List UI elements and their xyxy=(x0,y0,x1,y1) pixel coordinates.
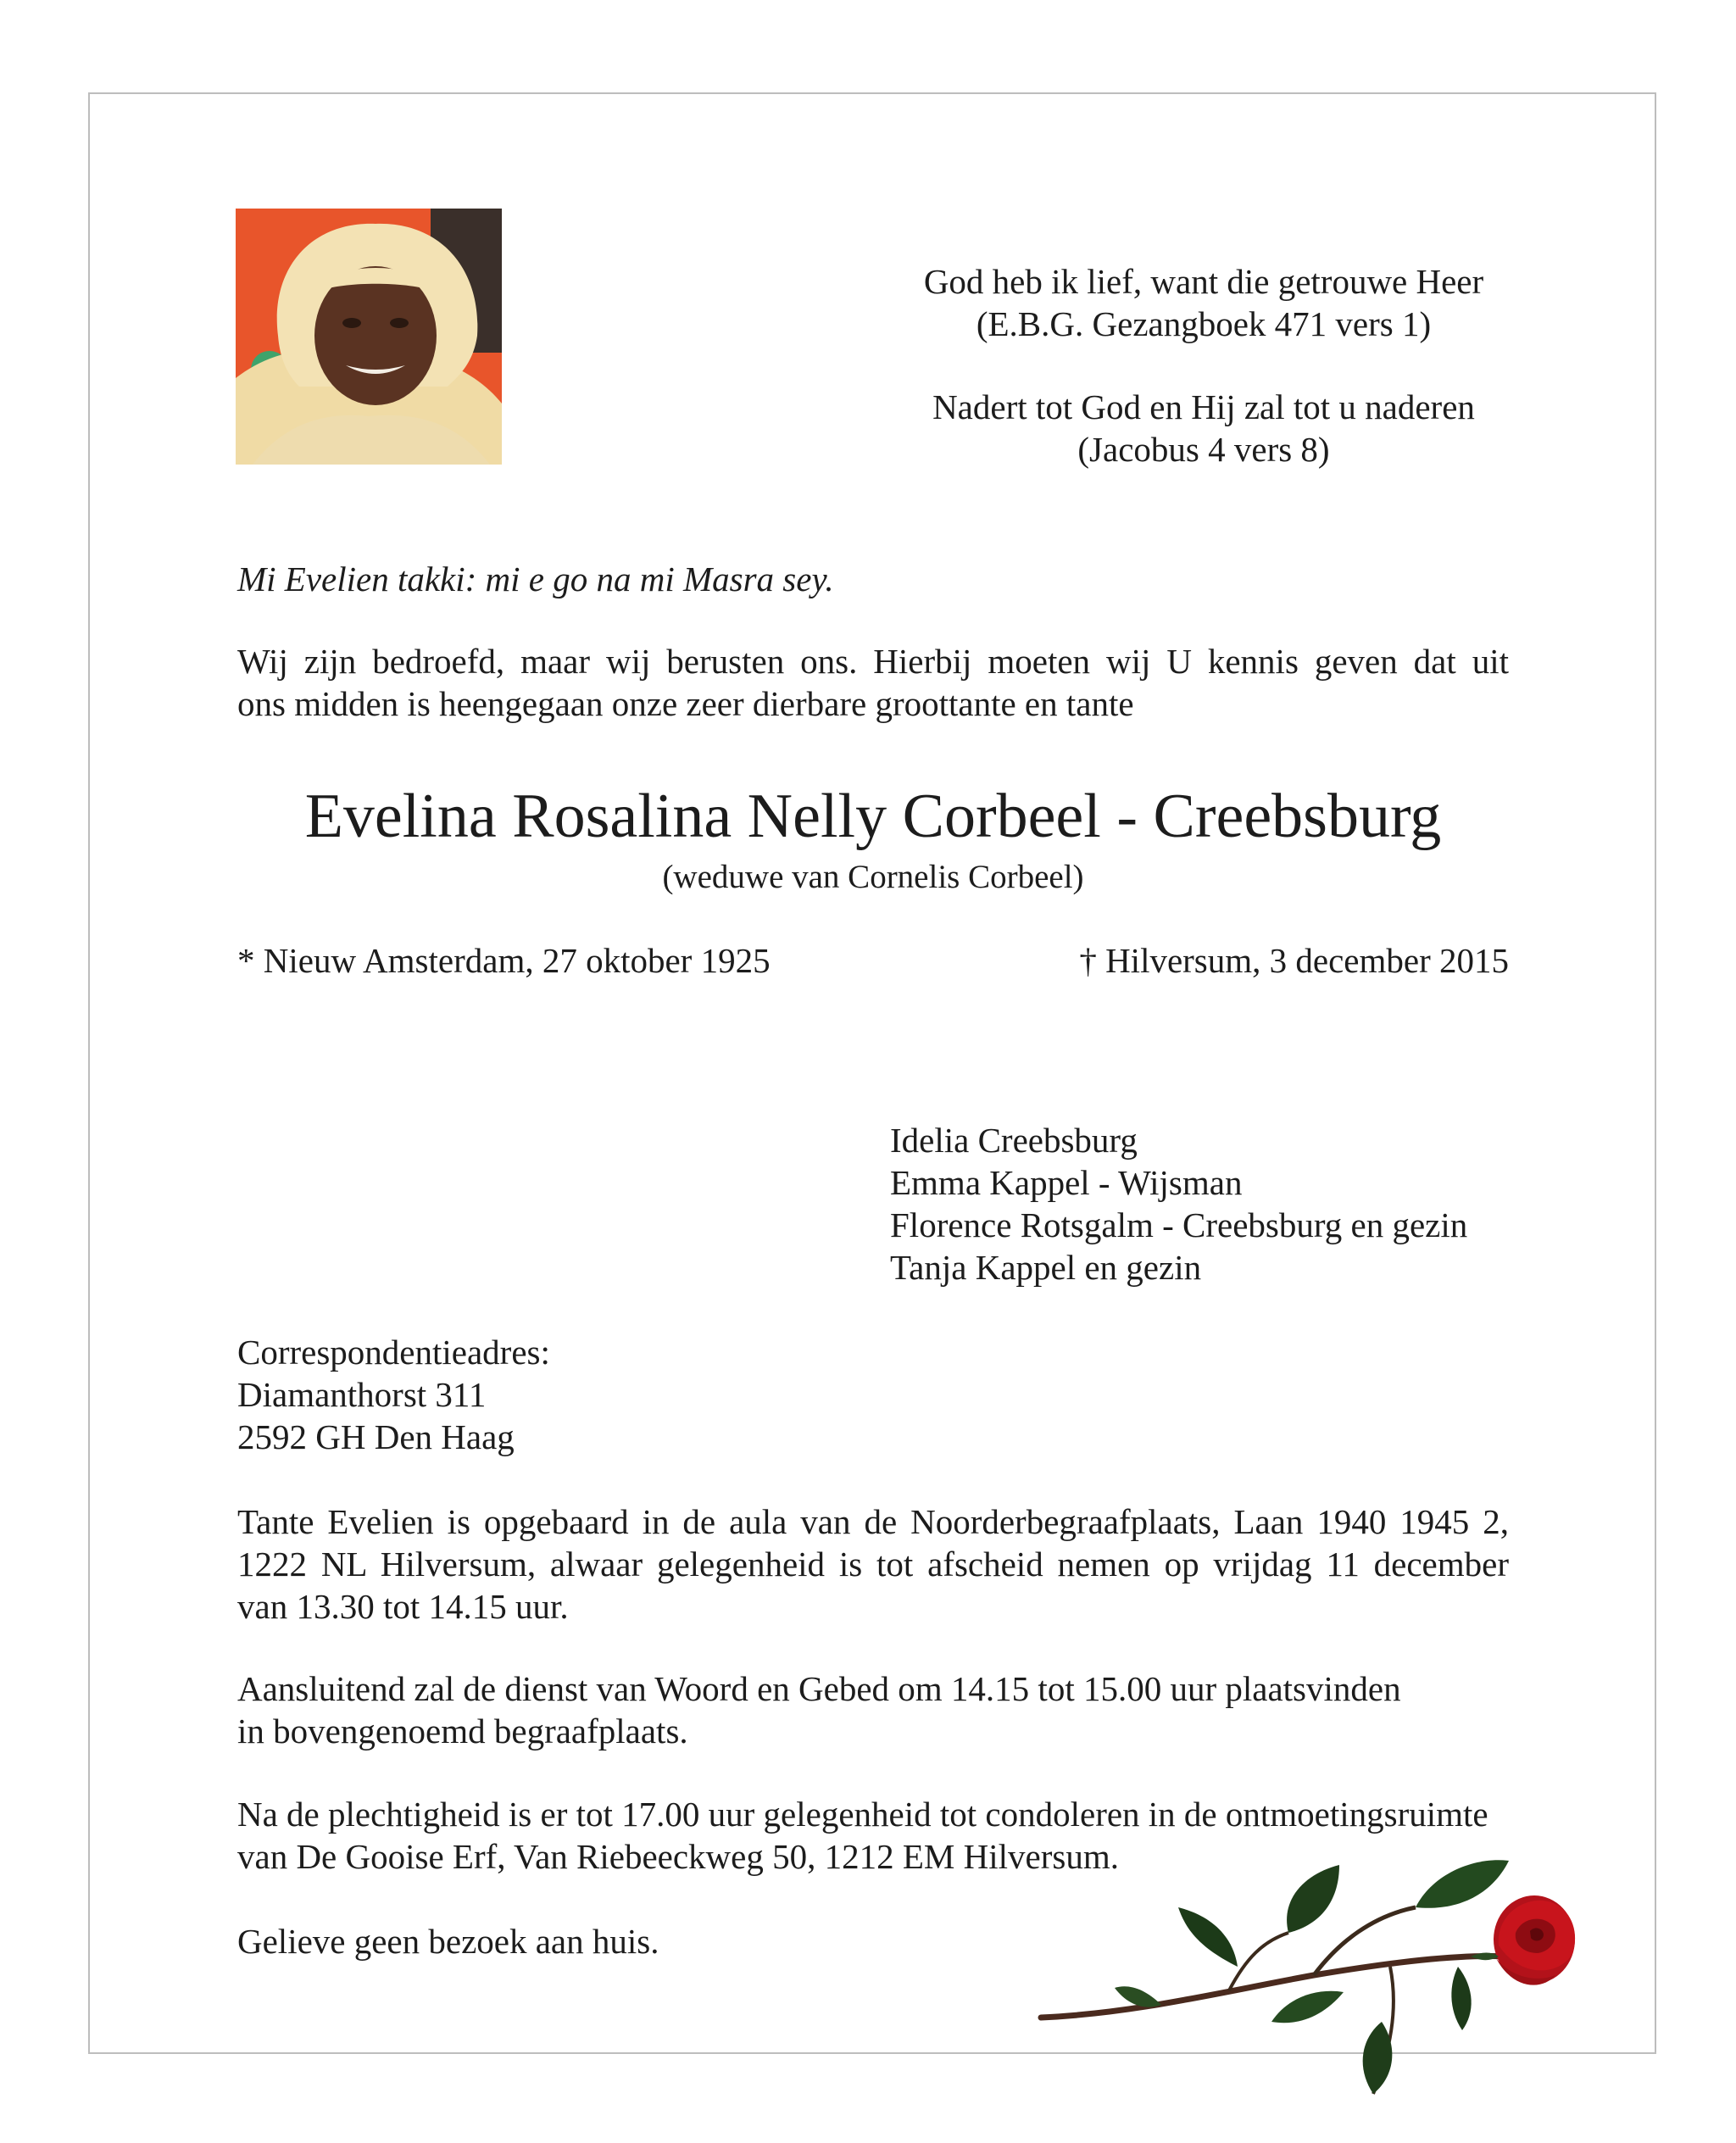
intro-paragraph xyxy=(237,640,1509,725)
rose-illustration xyxy=(1034,1848,1585,2119)
intro-line-2: ons midden is heengegaan onze zeer dierbare groottante en tante xyxy=(237,684,1134,723)
motto: Mi Evelien takki: mi e go na mi Masra sey. xyxy=(237,559,834,598)
viewing-paragraph xyxy=(237,1500,1509,1628)
address-street: Diamanthorst 311 xyxy=(237,1375,487,1414)
death-info: † Hilversum, 3 december 2015 xyxy=(1079,941,1509,980)
quote-text: Nadert tot God en Hij zal tot u naderen xyxy=(932,387,1475,426)
paragraph-line: Tante Evelien is opgebaard in de aula van de Noorderbegraafplaats, Laan 1940 1945 2, xyxy=(237,1502,1509,1541)
address-city: 2592 GH Den Haag xyxy=(237,1417,515,1456)
deceased-subtitle: (weduwe van Cornelis Corbeel) xyxy=(662,859,1084,895)
paragraph-line: Na de plechtigheid is er tot 17.00 uur gelegenheid tot condoleren in de ontmoetingsruimte xyxy=(237,1795,1488,1834)
intro-line-1: Wij zijn bedroefd, maar wij berusten ons. Hierbij moeten wij U kennis geven dat uit xyxy=(237,642,1509,681)
paragraph-line: in bovengenoemd begraafplaats. xyxy=(237,1712,688,1751)
scripture-quote-1 xyxy=(848,260,1560,345)
paragraph-line: van De Gooise Erf, Van Riebeeckweg 50, 1212 EM Hilversum. xyxy=(237,1837,1119,1876)
quote-text: God heb ik lief, want die getrouwe Heer xyxy=(923,262,1484,301)
service-paragraph xyxy=(237,1667,1509,1752)
paragraph-line: 1222 NL Hilversum, alwaar gelegenheid is tot afscheid nemen op vrijdag 11 december xyxy=(237,1545,1509,1584)
family-list xyxy=(890,1119,1467,1289)
family-member: Idelia Creebsburg xyxy=(890,1121,1138,1160)
family-member: Florence Rotsgalm - Creebsburg en gezin xyxy=(890,1205,1468,1244)
scripture-quote-2 xyxy=(848,386,1560,470)
quote-source: (E.B.G. Gezangboek 471 vers 1) xyxy=(976,304,1432,343)
paragraph-line: Aansluitend zal de dienst van Woord en Gebed om 14.15 tot 15.00 uur plaatsvinden xyxy=(237,1669,1401,1708)
family-member: Tanja Kappel en gezin xyxy=(890,1248,1202,1287)
birth-info: * Nieuw Amsterdam, 27 oktober 1925 xyxy=(237,941,771,980)
quote-source: (Jacobus 4 vers 8) xyxy=(1077,430,1330,469)
paragraph-line: van 13.30 tot 14.15 uur. xyxy=(237,1587,569,1626)
family-member: Emma Kappel - Wijsman xyxy=(890,1163,1243,1202)
deceased-name: Evelina Rosalina Nelly Corbeel - Creebsburg xyxy=(304,782,1442,851)
correspondence-address xyxy=(237,1331,550,1458)
portrait-photo xyxy=(236,209,502,465)
paragraph-line: Gelieve geen bezoek aan huis. xyxy=(237,1922,659,1961)
address-label: Correspondentieadres: xyxy=(237,1333,550,1372)
